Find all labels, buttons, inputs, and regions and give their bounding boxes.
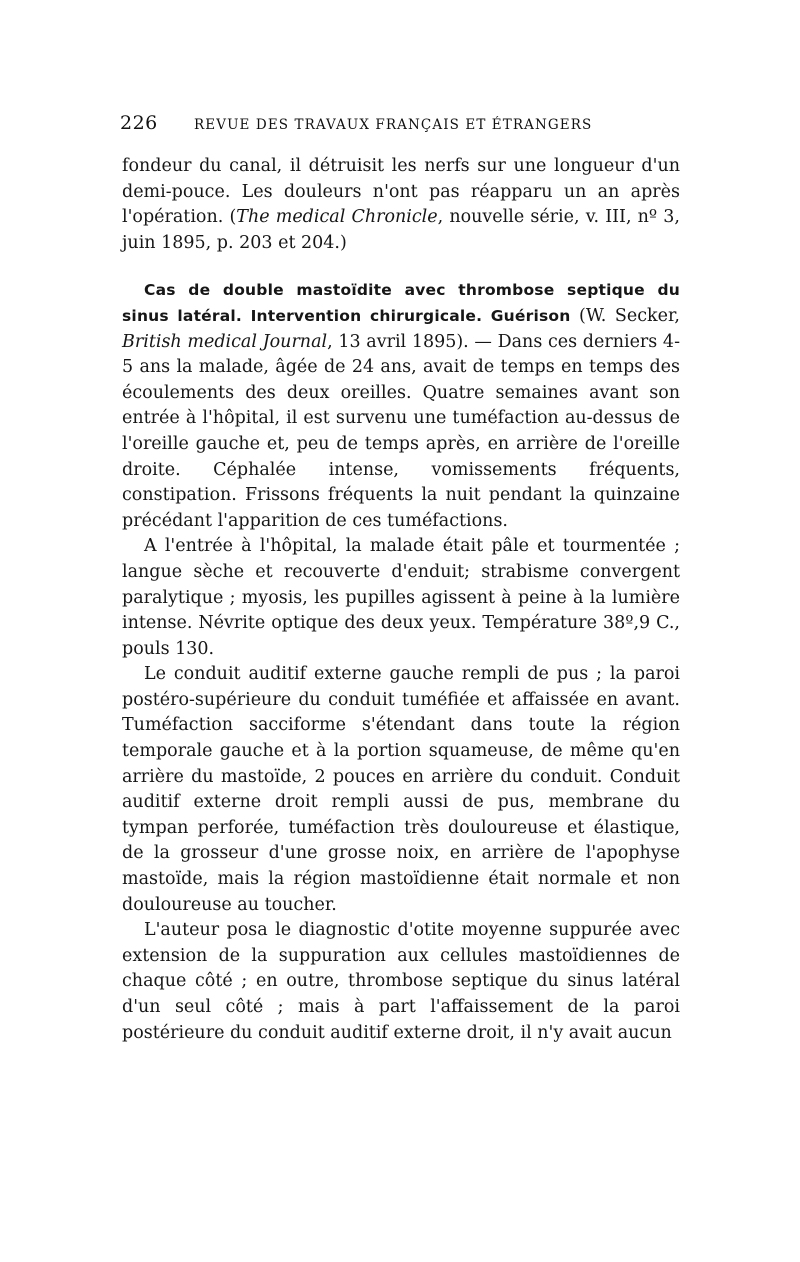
page-header xyxy=(122,112,680,146)
reference-text: , nouvelle série, v. III, nº 3, juin 1895, p. 203 et 204.) xyxy=(122,207,680,253)
journal-title: British medical Journal xyxy=(122,331,328,352)
article-heading: Cas de double mastoïdite avec thrombose septique du sinus latéral. Intervention chirurgicale. Guérison xyxy=(122,281,680,325)
author-reference: (W. Secker, xyxy=(570,305,680,326)
paragraph: A l'entrée à l'hôpital, la malade était pâle et tourmentée ; langue sèche et recouverte d'enduit; strabisme convergent paralytique ; myosis, les pupilles agissent à peine à la lumière intense. Névrite optique des deux yeux. Température 38º,9 C., pouls 130. xyxy=(122,536,680,659)
paragraph: L'auteur posa le diagnostic d'otite moyenne suppurée avec extension de la suppuration aux cellules mastoïdiennes de chaque côté ; en outre, thrombose septique du sinus latéral d'un seul côté ; mais à part l'affaissement de la paroi postérieure du conduit auditif externe droit, il n'y avait aucun xyxy=(122,920,680,1043)
paragraph-text: , 13 avril 1895). — Dans ces derniers 4-5 ans la malade, âgée de 24 ans, avait de temps en temps des écoulements des deux oreilles. Quatre semaines avant son entrée à l'hôpital, il est survenu une tuméfaction au-dessus de l'oreille gauche et, peu de temps après, en arrière de l'oreille droite. Céphalée intense, vomissements fréquents, constipation. Frissons fréquents la nuit pendant la quinzaine précédant l'apparition de ces tuméfactions. xyxy=(122,331,680,531)
body-text xyxy=(122,154,680,1046)
paragraph-text: fondeur du canal, il détruisit les nerfs sur une longueur d'un demi-pouce. Les douleurs n'ont pas réapparu un an après l'opération. ( xyxy=(122,156,680,228)
document-page xyxy=(122,112,680,1046)
paragraph: Le conduit auditif externe gauche rempli de pus ; la paroi postéro-supérieure du conduit tuméfiée et affaissée en avant. Tuméfaction sacciforme s'étendant dans toute la région temporale gauche et à la portion squameuse, de même qu'en arrière du mastoïde, 2 pouces en arrière du conduit. Conduit auditif externe droit rempli aussi de pus, membrane du tympan perforée, tuméfaction très douloureuse et élastique, de la grosseur d'une grosse noix, en arrière de l'apophyse mastoïde, mais la région mastoïdienne était normale et non douloureuse au toucher. xyxy=(122,664,680,915)
article-paragraph xyxy=(122,278,680,534)
page-number: 226 xyxy=(120,112,158,134)
paragraph-continuation xyxy=(122,154,680,256)
running-title: REVUE DES TRAVAUX FRANÇAIS ET ÉTRANGERS xyxy=(194,117,593,133)
journal-title: The medical Chronicle xyxy=(236,207,438,228)
